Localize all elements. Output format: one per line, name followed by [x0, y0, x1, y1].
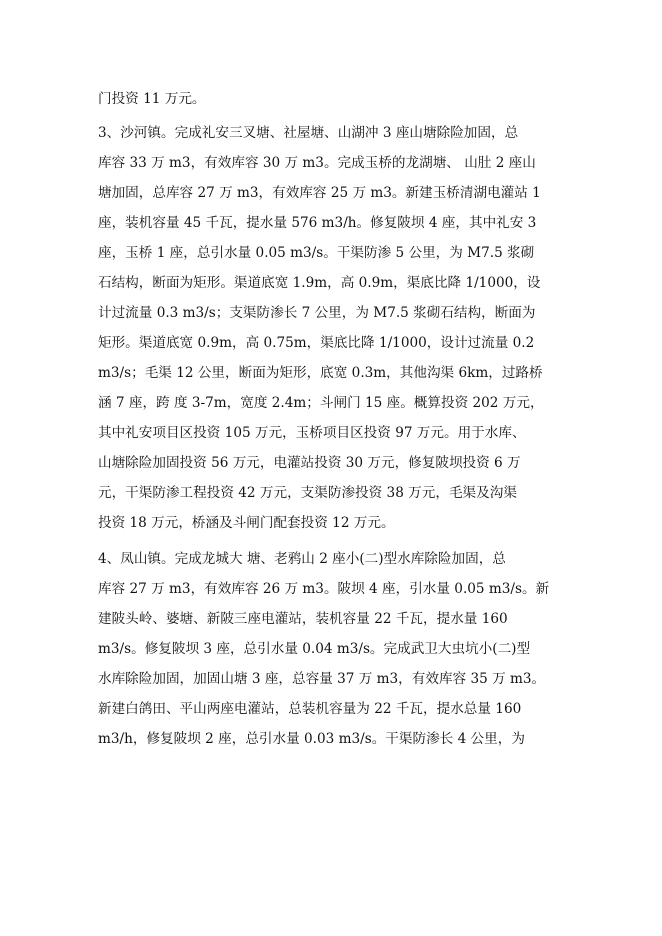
paragraph-4-line-2: 库容 27 万 m3，有效库容 26 万 m3。陂坝 4 座，引水量 0.05 m3/s。新: [98, 581, 550, 597]
paragraph-3-line-13: 元，干渠防渗工程投资 42 万元，支渠防渗投资 38 万元，毛渠及沟渠: [98, 485, 517, 501]
paragraph-3-line-6: 石结构，断面为矩形。渠道底宽 1.9m，高 0.9m，渠底比降 1/1000，设: [98, 275, 541, 291]
paragraph-3-line-11: 其中礼安项目区投资 105 万元，玉桥项目区投资 97 万元。用于水库、: [98, 425, 526, 441]
paragraph-3-line-1: 3、沙河镇。完成礼安三叉塘、社屋塘、山湖冲 3 座山塘除险加固，总: [98, 125, 519, 141]
paragraph-4-line-4: m3/s。修复陂坝 3 座，总引水量 0.04 m3/s。完成武卫大虫坑小(二)型: [98, 641, 531, 657]
paragraph-3-line-2: 库容 33 万 m3，有效库容 30 万 m3。完成玉桥的龙湖塘、 山肚 2 座山: [98, 155, 536, 171]
paragraph-3-line-4: 座，装机容量 45 千瓦，提水量 576 m3/h。修复陂坝 4 座，其中礼安 3: [98, 215, 537, 231]
paragraph-4-line-6: 新建白鸽田、平山两座电灌站，总装机容量为 22 千瓦，提水总量 160: [98, 701, 522, 717]
paragraph-3-line-9: m3/s；毛渠 12 公里，断面为矩形，底宽 0.3m，其他沟渠 6km，过路桥: [98, 365, 543, 381]
paragraph-3-line-10: 涵 7 座，跨 度 3-7m，宽度 2.4m；斗闸门 15 座。概算投资 202 万元，: [98, 395, 544, 411]
paragraph-4-line-5: 水库除险加固，加固山塘 3 座，总容量 37 万 m3，有效库容 35 万 m3。: [98, 671, 546, 687]
document-body: [98, 84, 568, 754]
paragraph-3-line-3: 塘加固，总库容 27 万 m3，有效库容 25 万 m3。新建玉桥清湖电灌站 1: [98, 185, 541, 201]
paragraph-4-line-1: 4、凤山镇。完成龙城大 塘、老鸦山 2 座小(二)型水库除险加固，总: [98, 551, 506, 567]
paragraph-3-line-5: 座，玉桥 1 座，总引水量 0.05 m3/s。干渠防渗 5 公里，为 M7.5 浆砌: [98, 245, 535, 261]
paragraph-3-line-7: 计过流量 0.3 m3/s；支渠防渗长 7 公里，为 M7.5 浆砌石结构，断面为: [98, 305, 536, 321]
paragraph-4-line-3: 建陂头岭、婆塘、新陂三座电灌站，装机容量 22 千瓦，提水量 160: [98, 611, 508, 627]
paragraph-3-line-12: 山塘除险加固投资 56 万元，电灌站投资 30 万元，修复陂坝投资 6 万: [98, 455, 521, 471]
paragraph-3-line-8: 矩形。渠道底宽 0.9m，高 0.75m，渠底比降 1/1000，设计过流量 0.2: [98, 335, 535, 351]
paragraph-3-line-14: 投资 18 万元，桥涵及斗闸门配套投资 12 万元。: [98, 515, 395, 531]
text-line-1: 门投资 11 万元。: [98, 91, 206, 107]
paragraph-4-line-7: m3/h，修复陂坝 2 座，总引水量 0.03 m3/s。干渠防渗长 4 公里，为: [98, 731, 525, 747]
